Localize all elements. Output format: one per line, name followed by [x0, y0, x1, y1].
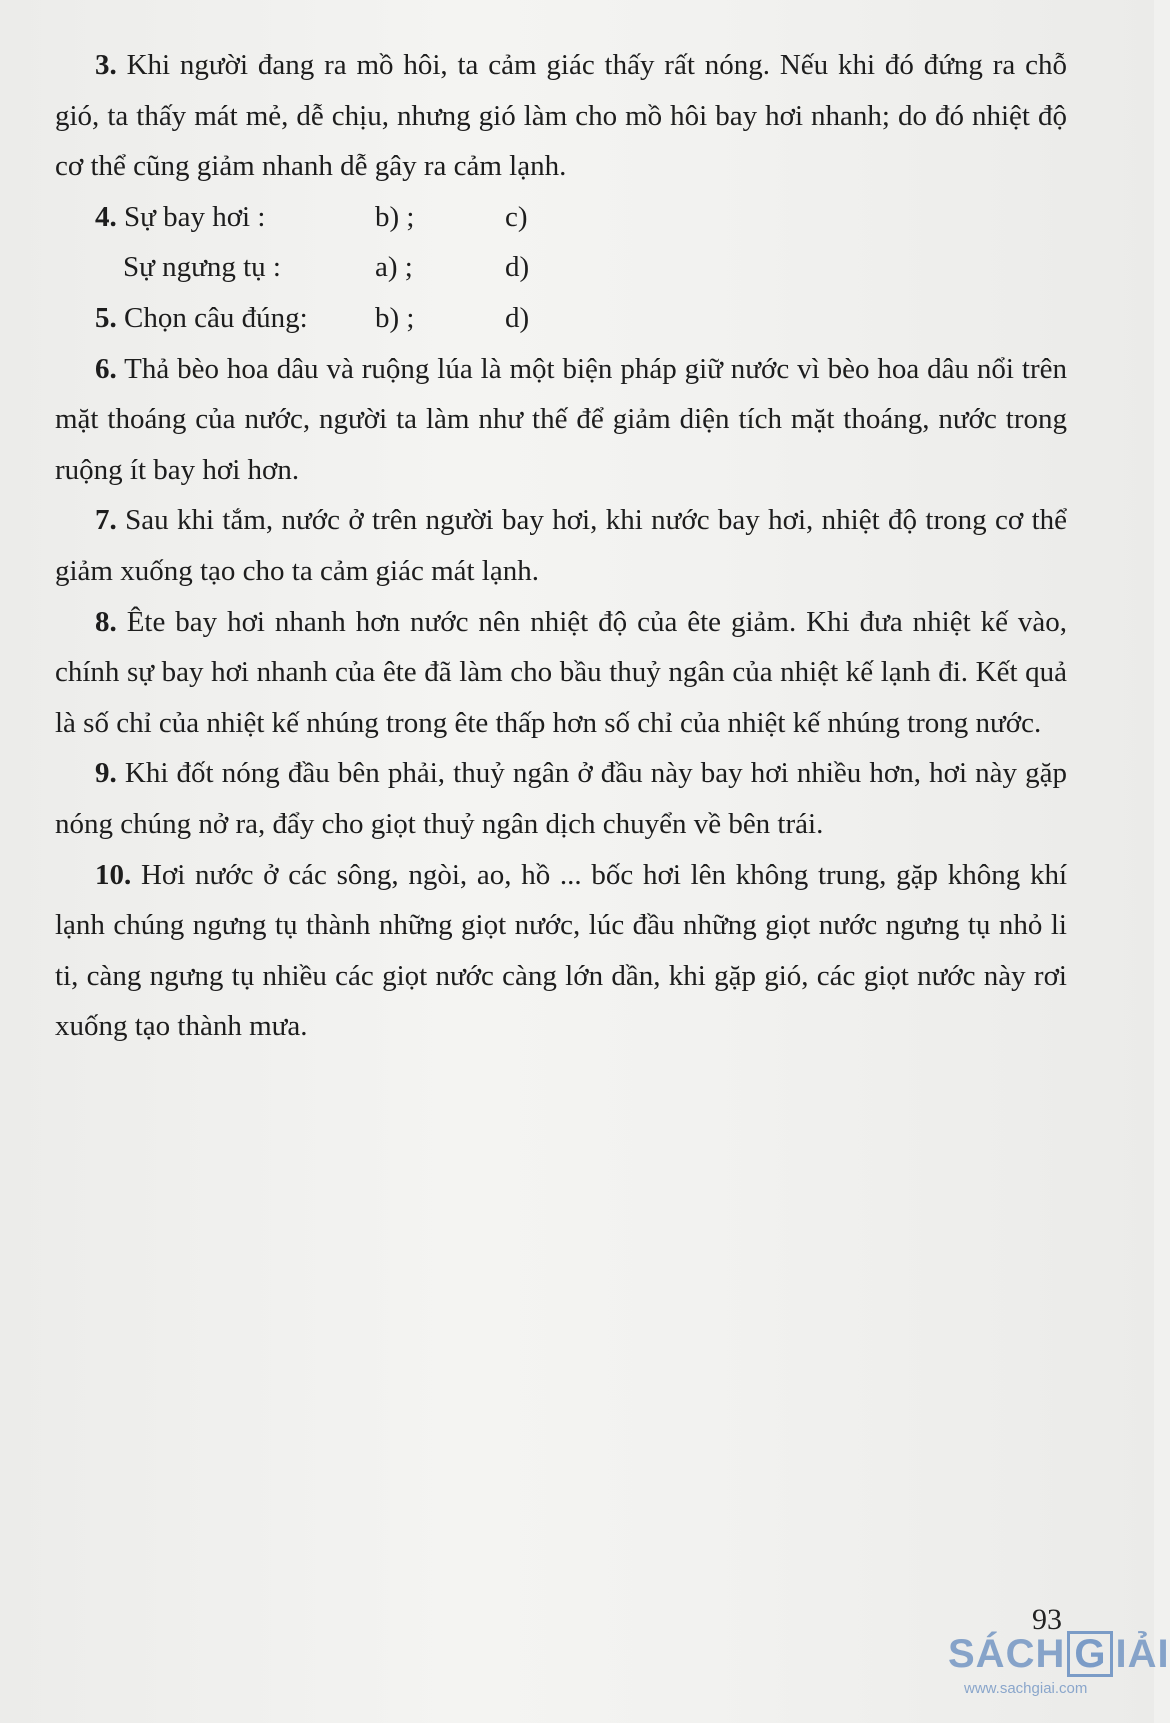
answer-number: 4. [95, 200, 117, 233]
answer-number: 9. [95, 757, 117, 790]
answer-5-choice-1: b) ; [375, 301, 415, 334]
answer-4-condensation-cell [55, 242, 375, 293]
logo-url: www.sachgiai.com [964, 1680, 1088, 1697]
answer-4-row-1 [55, 192, 1067, 243]
answer-text: Sau khi tắm, nước ở trên người bay hơi, khi nước bay hơi, nhiệt độ trong cơ thể giảm xuống tạo cho ta cảm giác mát lạnh. [55, 504, 1067, 587]
answer-9 [55, 748, 1067, 849]
answer-4-choice-2: c) [505, 200, 528, 233]
answer-4-choice-3: a) ; [375, 251, 413, 284]
answer-number: 6. [95, 352, 117, 385]
answer-7 [55, 495, 1067, 596]
answer-text: Ête bay hơi nhanh hơn nước nên nhiệt độ của ête giảm. Khi đưa nhiệt kế vào, chính sự bay hơi nhanh của ête đã làm cho bầu thuỷ ngân của nhiệt kế lạnh đi. Kết quả là số chỉ của nhiệt kế nhúng trong ête thấp hơn số chỉ của nhiệt kế nhúng trong nước. [55, 605, 1068, 739]
bleed-through-text [60, 1180, 1080, 1396]
answer-number: 7. [95, 504, 117, 537]
page-number: 93 [1032, 1603, 1062, 1636]
answer-4-row-2 [55, 242, 1067, 293]
answer-4-evaporation-label: Sự bay hơi : [124, 200, 266, 233]
sachgiai-logo [948, 1628, 1170, 1712]
answer-text: Hơi nước ở các sông, ngòi, ao, hồ ... bốc hơi lên không trung, gặp không khí lạnh chúng ngưng tụ thành những giọt nước, lúc đầu những giọt nước ngưng tụ nhỏ li ti, càng ngưng tụ nhiều các giọt nước càng lớn dần, khi gặp gió, các giọt nước này rơi xuống tạo thành mưa. [55, 858, 1068, 1043]
answer-number: 5. [95, 301, 117, 334]
answer-4-choice-1: b) ; [375, 200, 415, 233]
answer-10 [55, 850, 1067, 1052]
answer-4-label [55, 192, 375, 243]
answer-3 [55, 40, 1067, 192]
answer-text: Thả bèo hoa dâu và ruộng lúa là một biện pháp giữ nước vì bèo hoa dâu nổi trên mặt thoáng của nước, người ta làm như thế để giảm diện tích mặt thoáng, nước trong ruộng ít bay hơi hơn. [55, 352, 1067, 486]
logo-wordmark [948, 1628, 1170, 1680]
answer-5-label-cell [55, 293, 375, 344]
answer-number: 10. [95, 858, 132, 891]
answer-5-label: Chọn câu đúng: [124, 301, 308, 334]
answer-number: 8. [95, 605, 117, 638]
answer-text: Khi đốt nóng đầu bên phải, thuỷ ngân ở đầu này bay hơi nhiều hơn, hơi này gặp nóng chúng nở ra, đẩy cho giọt thuỷ ngân dịch chuyển về bên trái. [55, 757, 1068, 840]
answer-number: 3. [95, 49, 117, 81]
answer-5-row [55, 293, 1067, 344]
answer-6 [55, 344, 1067, 496]
logo-text-left: SÁCH [948, 1631, 1066, 1676]
answer-4-choice-4: d) [505, 251, 530, 284]
answer-content [55, 40, 1067, 1052]
answer-text: Khi người đang ra mồ hôi, ta cảm giác thấy rất nóng. Nếu khi đó đứng ra chỗ gió, ta thấy mát mẻ, dễ chịu, nhưng gió làm cho mồ hôi bay hơi nhanh; do đó nhiệt độ cơ thể cũng giảm nhanh dễ gây ra cảm lạnh. [55, 49, 1067, 183]
answer-8 [55, 597, 1067, 749]
logo-box-letter: G [1067, 1631, 1113, 1677]
answer-5-choice-2: d) [505, 301, 530, 334]
logo-text-right: IẢI [1115, 1631, 1170, 1676]
answer-4-condensation-label: Sự ngưng tụ : [123, 251, 281, 284]
